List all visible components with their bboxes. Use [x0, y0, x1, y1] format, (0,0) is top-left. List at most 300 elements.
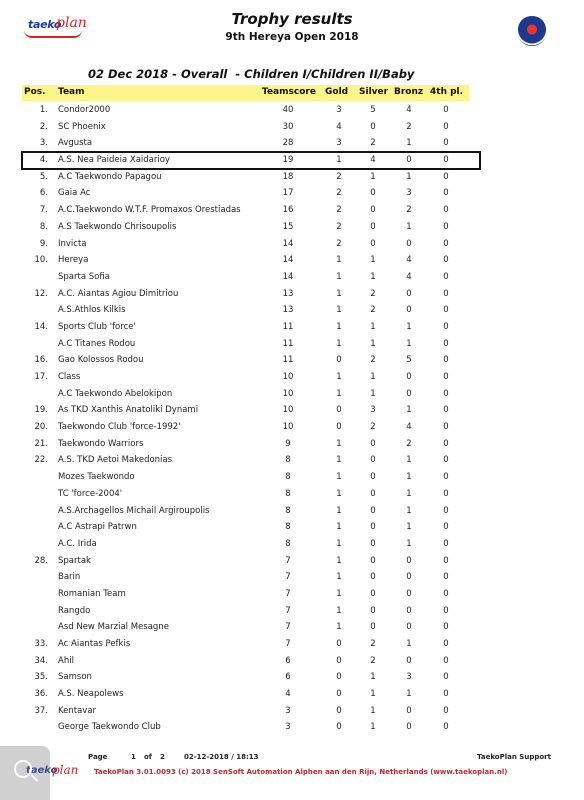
table-row	[0, 202, 584, 219]
table-row	[0, 436, 584, 453]
row-fourth-place: 0	[443, 422, 449, 433]
row-silver: 1	[370, 705, 376, 716]
row-position: 28.	[34, 555, 48, 566]
row-position: 21.	[34, 438, 48, 449]
row-team-name: Taekwondo Club 'force-1992'	[58, 422, 181, 433]
row-silver: 1	[370, 689, 376, 700]
row-bronz: 0	[406, 372, 412, 382]
row-teamscore: 10	[282, 422, 294, 433]
row-position: 8.	[39, 221, 48, 232]
row-bronz: 0	[406, 605, 412, 616]
row-bronz: 2	[406, 438, 412, 449]
footer-page-label: Page	[88, 753, 108, 761]
row-bronz: 1	[406, 338, 412, 349]
row-team-name: Gaia Ac	[58, 188, 91, 199]
table-row	[0, 669, 584, 686]
row-bronz: 0	[406, 155, 412, 166]
row-teamscore: 6	[285, 655, 291, 666]
row-gold: 1	[336, 372, 342, 382]
row-position: 6.	[39, 188, 48, 199]
row-teamscore: 7	[285, 572, 291, 583]
row-team-name: Condor2000	[58, 105, 111, 115]
row-gold: 1	[336, 305, 342, 316]
table-row	[0, 703, 584, 720]
footer-logo-text-taeko: taeko	[26, 765, 58, 776]
row-fourth-place: 0	[443, 238, 449, 249]
row-gold: 2	[336, 171, 342, 182]
row-fourth-place: 0	[443, 138, 449, 149]
row-position: 22.	[34, 455, 48, 466]
row-position: 19.	[34, 405, 48, 416]
table-row	[0, 102, 584, 119]
col-silver-header: Silver	[359, 87, 389, 97]
table-row	[0, 452, 584, 469]
row-team-name: Sparta Sofia	[58, 271, 110, 282]
row-silver: 1	[370, 722, 376, 733]
row-team-name: A.S. Neapolews	[58, 689, 124, 700]
row-bronz: 0	[406, 655, 412, 666]
row-bronz: 1	[406, 321, 412, 332]
row-teamscore: 30	[282, 121, 294, 132]
footer-page-number: 1	[131, 753, 136, 761]
row-fourth-place: 0	[443, 555, 449, 566]
row-teamscore: 11	[282, 338, 294, 349]
row-gold: 1	[336, 572, 342, 583]
row-bronz: 4	[406, 422, 412, 433]
row-teamscore: 7	[285, 639, 291, 649]
row-teamscore: 10	[282, 388, 294, 399]
document-title: Trophy results	[231, 10, 353, 28]
row-silver: 1	[370, 171, 376, 182]
row-team-name: A.C Astrapi Patrwn	[58, 522, 137, 533]
row-bronz: 3	[406, 188, 412, 199]
row-fourth-place: 0	[443, 105, 449, 115]
row-fourth-place: 0	[443, 305, 449, 316]
row-silver: 0	[370, 455, 376, 466]
row-team-name: Romanian Team	[58, 588, 126, 599]
row-silver: 0	[370, 622, 376, 633]
row-gold: 1	[336, 321, 342, 332]
row-team-name: A.S.Archagellos Michail Argiroupolis	[58, 505, 210, 516]
row-bronz: 0	[406, 305, 412, 316]
table-row	[0, 252, 584, 269]
row-position: 2.	[39, 121, 48, 132]
row-gold: 1	[336, 438, 342, 449]
row-teamscore: 13	[282, 288, 294, 299]
logo-text-plan: plan	[56, 15, 87, 31]
row-gold: 0	[336, 355, 342, 366]
row-fourth-place: 0	[443, 522, 449, 533]
row-silver: 2	[370, 655, 376, 666]
row-team-name: Spartak	[58, 555, 91, 566]
row-gold: 1	[336, 522, 342, 533]
row-fourth-place: 0	[443, 689, 449, 700]
row-silver: 1	[370, 271, 376, 282]
row-bronz: 0	[406, 622, 412, 633]
row-team-name: Hereya	[58, 255, 89, 266]
row-silver: 1	[370, 255, 376, 266]
row-team-name: Ac Aiantas Pefkis	[58, 639, 131, 649]
row-silver: 0	[370, 505, 376, 516]
row-position: 12.	[34, 288, 48, 299]
row-position: 7.	[39, 205, 48, 216]
event-name: 9th Hereya Open 2018	[225, 31, 359, 43]
row-team-name: A.C. Aiantas Agiou Dimitriou	[58, 288, 179, 299]
table-row	[0, 536, 584, 553]
table-row	[0, 603, 584, 620]
row-bronz: 1	[406, 639, 412, 649]
table-row	[0, 619, 584, 636]
row-teamscore: 7	[285, 605, 291, 616]
row-gold: 0	[336, 689, 342, 700]
row-fourth-place: 0	[443, 188, 449, 199]
row-teamscore: 14	[282, 238, 294, 249]
row-team-name: Mozes Taekwondo	[58, 472, 135, 483]
row-team-name: A.C. Irida	[58, 538, 97, 549]
row-team-name: Samson	[58, 672, 92, 683]
row-position: 35.	[34, 672, 48, 683]
table-row	[0, 686, 584, 703]
row-gold: 1	[336, 338, 342, 349]
row-position: 3.	[39, 138, 48, 149]
row-team-name: A.C.Taekwondo W.T.F. Promaxos Orestiadas	[58, 205, 241, 216]
row-fourth-place: 0	[443, 438, 449, 449]
row-silver: 2	[370, 639, 376, 649]
col-pos-header: Pos.	[24, 87, 46, 97]
row-gold: 2	[336, 188, 342, 199]
row-teamscore: 16	[282, 205, 294, 216]
col-bronz-header: Bronz	[394, 87, 424, 97]
row-fourth-place: 0	[443, 639, 449, 649]
row-team-name: Sports Club 'force'	[58, 321, 136, 332]
row-silver: 0	[370, 188, 376, 199]
row-team-name: As TKD Xanthis Anatoliki Dynami	[58, 405, 199, 416]
row-gold: 1	[336, 271, 342, 282]
row-teamscore: 10	[282, 405, 294, 416]
row-fourth-place: 0	[443, 255, 449, 266]
table-row	[0, 519, 584, 536]
row-fourth-place: 0	[443, 355, 449, 366]
table-row	[0, 419, 584, 436]
row-teamscore: 3	[285, 705, 291, 716]
table-row	[0, 352, 584, 369]
table-row	[0, 185, 584, 202]
magnifier-handle	[31, 774, 39, 782]
row-silver: 0	[370, 555, 376, 566]
table-row	[0, 386, 584, 403]
row-gold: 1	[336, 155, 342, 166]
row-teamscore: 19	[282, 155, 294, 166]
row-bronz: 1	[406, 488, 412, 499]
row-bronz: 2	[406, 205, 412, 216]
footer-support: TaekoPlan Support	[477, 753, 551, 761]
row-silver: 0	[370, 588, 376, 599]
table-row	[0, 336, 584, 353]
row-silver: 1	[370, 338, 376, 349]
row-teamscore: 8	[285, 488, 291, 499]
row-silver: 1	[370, 388, 376, 399]
row-silver: 1	[370, 672, 376, 683]
row-bronz: 0	[406, 288, 412, 299]
results-table	[0, 102, 584, 736]
row-gold: 3	[336, 105, 342, 115]
row-bronz: 5	[406, 355, 412, 366]
row-team-name: A.S Taekwondo Chrisoupolis	[58, 221, 177, 232]
footer-copyright: TaekoPlan 3.01.0093 (c) 2018 SenSoft Automation Alphen aan den Rijn, Netherlands (www.taekoplan.nl)	[94, 768, 508, 776]
table-row	[0, 135, 584, 152]
footer-page-of: of	[144, 753, 152, 761]
table-row-highlighted	[22, 152, 480, 169]
row-silver: 2	[370, 288, 376, 299]
table-row	[0, 269, 584, 286]
row-gold: 4	[336, 121, 342, 132]
row-team-name: Avgusta	[58, 138, 93, 149]
row-teamscore: 8	[285, 455, 291, 466]
row-teamscore: 8	[285, 505, 291, 516]
row-gold: 0	[336, 405, 342, 416]
row-bronz: 3	[406, 672, 412, 683]
row-silver: 2	[370, 355, 376, 366]
row-fourth-place: 0	[443, 205, 449, 216]
row-fourth-place: 0	[443, 472, 449, 483]
row-fourth-place: 0	[443, 388, 449, 399]
row-gold: 1	[336, 388, 342, 399]
table-row	[0, 302, 584, 319]
row-bronz: 1	[406, 138, 412, 149]
row-team-name: TC 'force-2004'	[58, 488, 123, 499]
row-team-name: A.S.Athlos Kilkis	[58, 305, 126, 316]
row-gold: 2	[336, 238, 342, 249]
table-row	[0, 653, 584, 670]
row-team-name: Ahil	[58, 655, 74, 666]
row-teamscore: 15	[282, 221, 294, 232]
row-fourth-place: 0	[443, 572, 449, 583]
magnifier-icon	[14, 760, 32, 778]
zoom-search-button[interactable]	[0, 746, 50, 800]
row-gold: 1	[336, 622, 342, 633]
row-teamscore: 9	[285, 438, 291, 449]
row-position: 9.	[39, 238, 48, 249]
row-teamscore: 17	[282, 188, 294, 199]
logo-text-taeko: taeko	[28, 18, 62, 31]
row-gold: 2	[336, 205, 342, 216]
col-teamscore-header: Teamscore	[262, 87, 316, 97]
table-row	[0, 553, 584, 570]
row-bronz: 0	[406, 555, 412, 566]
row-bronz: 0	[406, 572, 412, 583]
row-silver: 2	[370, 138, 376, 149]
row-silver: 2	[370, 422, 376, 433]
row-position: 14.	[34, 321, 48, 332]
table-row	[0, 369, 584, 386]
table-row	[0, 636, 584, 653]
row-position: 20.	[34, 422, 48, 433]
row-silver: 0	[370, 605, 376, 616]
row-bronz: 0	[406, 588, 412, 599]
row-position: 33.	[34, 639, 48, 649]
row-position: 5.	[39, 171, 48, 182]
table-header	[22, 85, 469, 101]
row-gold: 3	[336, 138, 342, 149]
row-gold: 1	[336, 455, 342, 466]
row-gold: 1	[336, 488, 342, 499]
col-fourth-header: 4th pl.	[430, 87, 464, 97]
results-subtitle: 02 Dec 2018 - Overall - Children I/Children II/Baby	[88, 67, 415, 81]
row-silver: 0	[370, 572, 376, 583]
row-fourth-place: 0	[443, 288, 449, 299]
row-silver: 1	[370, 321, 376, 332]
row-silver: 0	[370, 221, 376, 232]
row-gold: 1	[336, 255, 342, 266]
row-teamscore: 8	[285, 472, 291, 483]
row-silver: 0	[370, 121, 376, 132]
table-row	[0, 719, 584, 736]
row-bronz: 1	[406, 405, 412, 416]
row-fourth-place: 0	[443, 488, 449, 499]
row-fourth-place: 0	[443, 155, 449, 166]
row-position: 16.	[34, 355, 48, 366]
table-row	[0, 586, 584, 603]
row-team-name: Rangdo	[58, 605, 91, 616]
row-team-name: A.S. TKD Aetoi Makedonias	[58, 455, 173, 466]
row-fourth-place: 0	[443, 672, 449, 683]
footer-page-total: 2	[160, 753, 165, 761]
table-row	[0, 469, 584, 486]
row-teamscore: 11	[282, 355, 294, 366]
row-bronz: 1	[406, 171, 412, 182]
row-gold: 1	[336, 555, 342, 566]
row-team-name: Barin	[58, 572, 81, 583]
row-fourth-place: 0	[443, 655, 449, 666]
table-row	[0, 503, 584, 520]
row-fourth-place: 0	[443, 121, 449, 132]
row-gold: 1	[336, 588, 342, 599]
row-team-name: Gao Kolossos Rodou	[58, 355, 144, 366]
row-teamscore: 7	[285, 555, 291, 566]
row-fourth-place: 0	[443, 622, 449, 633]
row-teamscore: 7	[285, 588, 291, 599]
row-teamscore: 8	[285, 538, 291, 549]
row-team-name: Kentavar	[58, 705, 97, 716]
row-teamscore: 7	[285, 622, 291, 633]
row-fourth-place: 0	[443, 588, 449, 599]
row-fourth-place: 0	[443, 338, 449, 349]
row-silver: 5	[370, 105, 376, 115]
row-bronz: 1	[406, 505, 412, 516]
row-gold: 1	[336, 505, 342, 516]
col-gold-header: Gold	[325, 87, 349, 97]
row-teamscore: 14	[282, 271, 294, 282]
row-bronz: 1	[406, 522, 412, 533]
row-teamscore: 13	[282, 305, 294, 316]
row-teamscore: 10	[282, 372, 294, 382]
table-row	[0, 169, 584, 186]
footer-datetime: 02-12-2018 / 18:13	[184, 753, 259, 761]
row-fourth-place: 0	[443, 372, 449, 382]
row-teamscore: 11	[282, 321, 294, 332]
row-silver: 0	[370, 438, 376, 449]
row-bronz: 1	[406, 221, 412, 232]
row-team-name: Invicta	[58, 238, 87, 249]
row-position: 17.	[34, 372, 48, 382]
table-row	[0, 236, 584, 253]
row-silver: 3	[370, 405, 376, 416]
row-silver: 2	[370, 305, 376, 316]
row-fourth-place: 0	[443, 321, 449, 332]
row-silver: 1	[370, 372, 376, 382]
table-row	[0, 286, 584, 303]
row-bronz: 1	[406, 538, 412, 549]
row-team-name: SC Phoenix	[58, 121, 106, 132]
row-team-name: Class	[58, 372, 81, 382]
row-gold: 1	[336, 288, 342, 299]
row-teamscore: 4	[285, 689, 291, 700]
row-bronz: 0	[406, 238, 412, 249]
row-position: 10.	[34, 255, 48, 266]
row-gold: 0	[336, 639, 342, 649]
row-bronz: 1	[406, 455, 412, 466]
row-silver: 4	[370, 155, 376, 166]
row-fourth-place: 0	[443, 271, 449, 282]
row-fourth-place: 0	[443, 605, 449, 616]
table-row	[0, 569, 584, 586]
table-row	[0, 486, 584, 503]
row-team-name: Taekwondo Warriors	[58, 438, 144, 449]
row-bronz: 0	[406, 705, 412, 716]
row-fourth-place: 0	[443, 455, 449, 466]
row-gold: 0	[336, 422, 342, 433]
row-fourth-place: 0	[443, 705, 449, 716]
row-team-name: A.S. Nea Paideia Xaidarioy	[58, 155, 170, 166]
row-bronz: 0	[406, 388, 412, 399]
row-gold: 1	[336, 538, 342, 549]
table-row	[0, 319, 584, 336]
row-silver: 0	[370, 488, 376, 499]
row-position: 4.	[39, 155, 48, 166]
row-teamscore: 6	[285, 672, 291, 683]
row-teamscore: 18	[282, 171, 294, 182]
row-bronz: 1	[406, 472, 412, 483]
row-position: 36.	[34, 689, 48, 700]
row-silver: 0	[370, 538, 376, 549]
row-gold: 0	[336, 672, 342, 683]
row-bronz: 4	[406, 255, 412, 266]
row-gold: 0	[336, 705, 342, 716]
row-gold: 0	[336, 655, 342, 666]
row-silver: 0	[370, 472, 376, 483]
row-fourth-place: 0	[443, 405, 449, 416]
row-fourth-place: 0	[443, 221, 449, 232]
row-team-name: A.C Taekwondo Abelokipon	[58, 388, 173, 399]
row-teamscore: 14	[282, 255, 294, 266]
row-team-name: George Taekwondo Club	[58, 722, 161, 733]
row-fourth-place: 0	[443, 171, 449, 182]
tournament-emblem-icon	[517, 16, 547, 46]
col-team-header: Team	[58, 87, 85, 97]
row-bronz: 0	[406, 722, 412, 733]
row-bronz: 4	[406, 105, 412, 115]
row-teamscore: 3	[285, 722, 291, 733]
row-teamscore: 8	[285, 522, 291, 533]
table-row	[0, 219, 584, 236]
table-row	[0, 119, 584, 136]
row-gold: 0	[336, 722, 342, 733]
row-position: 34.	[34, 655, 48, 666]
row-gold: 2	[336, 221, 342, 232]
row-gold: 1	[336, 472, 342, 483]
row-position: 37.	[34, 705, 48, 716]
row-bronz: 2	[406, 121, 412, 132]
